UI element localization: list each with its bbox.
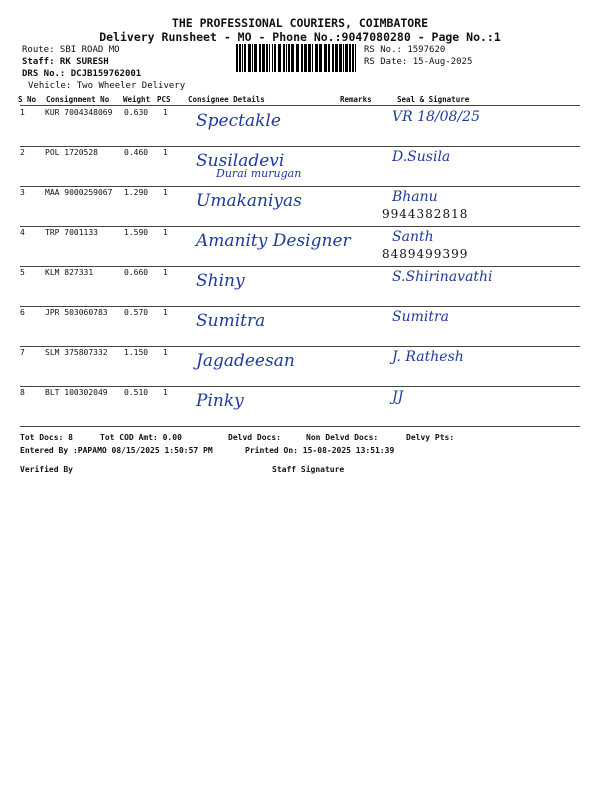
barcode-bar bbox=[254, 44, 257, 72]
barcode-bar bbox=[343, 44, 344, 72]
row-consignee-name-2: Durai murugan bbox=[216, 167, 302, 180]
row-divider bbox=[20, 186, 580, 187]
barcode-bar bbox=[332, 44, 334, 72]
col-pcs: PCS bbox=[157, 95, 171, 104]
barcode-bar bbox=[278, 44, 281, 72]
row-weight: 0.460 bbox=[124, 148, 149, 157]
barcode-bar bbox=[286, 44, 287, 72]
row-divider bbox=[20, 226, 580, 227]
barcode-bar bbox=[288, 44, 290, 72]
row-sno: 5 bbox=[20, 268, 25, 277]
row-divider bbox=[20, 386, 580, 387]
barcode-bar bbox=[242, 44, 243, 72]
staff-text: Staff: RK SURESH bbox=[22, 57, 109, 67]
delivered-docs: Delvd Docs: bbox=[228, 433, 281, 442]
barcode-bar bbox=[236, 44, 238, 72]
row-weight: 0.510 bbox=[124, 388, 149, 397]
barcode-bar bbox=[291, 44, 294, 72]
row-signature: S.Shirinavathi bbox=[392, 269, 493, 285]
row-signature-phone: 8489499399 bbox=[382, 247, 469, 261]
company-name: THE PROFESSIONAL COURIERS, COIMBATORE bbox=[171, 16, 429, 30]
non-delivered-docs: Non Delvd Docs: bbox=[306, 433, 379, 442]
barcode-bar bbox=[319, 44, 322, 72]
row-consignee-name: Jagadeesan bbox=[196, 351, 295, 371]
barcode-bar bbox=[259, 44, 261, 72]
row-divider bbox=[20, 346, 580, 347]
row-weight: 0.570 bbox=[124, 308, 149, 317]
verified-by-label: Verified By bbox=[20, 465, 73, 474]
col-weight: Weight bbox=[123, 95, 151, 104]
barcode-bar bbox=[355, 44, 356, 72]
row-pcs: 1 bbox=[163, 308, 168, 317]
barcode-bar bbox=[339, 44, 342, 72]
row-consignment-no: TRP 7001133 bbox=[45, 228, 98, 237]
barcode-bar bbox=[244, 44, 246, 72]
header-divider bbox=[20, 105, 580, 106]
barcode-bar bbox=[315, 44, 318, 72]
row-weight: 0.630 bbox=[124, 108, 149, 117]
row-consignment-no: MAA 9000259067 bbox=[45, 188, 113, 197]
row-sno: 4 bbox=[20, 228, 25, 237]
barcode-bar bbox=[335, 44, 338, 72]
row-consignment-no: KLM 827331 bbox=[45, 268, 94, 277]
row-signature: VR 18/08/25 bbox=[392, 109, 480, 125]
row-divider bbox=[20, 146, 580, 147]
barcode-image bbox=[236, 44, 360, 72]
row-consignment-no: BLT 100302049 bbox=[45, 388, 108, 397]
barcode-bar bbox=[252, 44, 253, 72]
row-pcs: 1 bbox=[163, 388, 168, 397]
row-signature: Sumitra bbox=[392, 309, 450, 325]
barcode-bar bbox=[296, 44, 299, 72]
col-seal-signature: Seal & Signature bbox=[397, 95, 470, 104]
col-remarks: Remarks bbox=[340, 95, 372, 104]
barcode-bar bbox=[349, 44, 351, 72]
row-signature: D.Susila bbox=[392, 149, 451, 165]
rs-number: RS No.: 1597620 bbox=[364, 45, 446, 55]
barcode-bar bbox=[312, 44, 313, 72]
row-consignee-name: Amanity Designer bbox=[196, 231, 351, 251]
barcode-bar bbox=[345, 44, 348, 72]
row-pcs: 1 bbox=[163, 188, 168, 197]
total-cod-amount: Tot COD Amt: 0.00 bbox=[100, 433, 182, 442]
row-weight: 0.660 bbox=[124, 268, 149, 277]
row-signature: Santh bbox=[392, 229, 434, 245]
row-divider bbox=[20, 266, 580, 267]
barcode-bar bbox=[308, 44, 311, 72]
row-signature: J. Rathesh bbox=[392, 349, 464, 365]
barcode-bar bbox=[272, 44, 273, 72]
col-consignment: Consignment No bbox=[46, 95, 110, 104]
row-signature: JJ bbox=[392, 389, 404, 405]
row-weight: 1.290 bbox=[124, 188, 149, 197]
row-sno: 7 bbox=[20, 348, 25, 357]
col-consignee: Consignee Details bbox=[188, 95, 265, 104]
row-sno: 1 bbox=[20, 108, 25, 117]
row-consignment-no: KUR 7004348069 bbox=[45, 108, 113, 117]
row-pcs: 1 bbox=[163, 108, 168, 117]
col-sno: S No bbox=[18, 95, 37, 104]
route-text: Route: SBI ROAD MO bbox=[22, 45, 120, 55]
barcode-bar bbox=[328, 44, 330, 72]
barcode-bar bbox=[304, 44, 307, 72]
row-consignment-no: POL 1720528 bbox=[45, 148, 98, 157]
row-sno: 2 bbox=[20, 148, 25, 157]
entered-by: Entered By :PAPAMO 08/15/2025 1:50:57 PM bbox=[20, 446, 213, 455]
barcode-bar bbox=[269, 44, 270, 72]
row-consignment-no: SLM 375807332 bbox=[45, 348, 108, 357]
row-signature-phone: 9944382818 bbox=[382, 207, 469, 221]
row-consignee-name: Shiny bbox=[196, 271, 245, 291]
row-pcs: 1 bbox=[163, 228, 168, 237]
runsheet-title: Delivery Runsheet - MO - Phone No.:9047080280 - Page No.:1 bbox=[99, 30, 501, 44]
row-consignee-name: Spectakle bbox=[196, 111, 281, 131]
barcode-bar bbox=[283, 44, 285, 72]
row-pcs: 1 bbox=[163, 348, 168, 357]
row-weight: 1.590 bbox=[124, 228, 149, 237]
barcode-bar bbox=[324, 44, 327, 72]
barcode-bar bbox=[248, 44, 251, 72]
row-weight: 1.150 bbox=[124, 348, 149, 357]
row-consignment-no: JPR 503060783 bbox=[45, 308, 108, 317]
delivery-points: Delvy Pts: bbox=[406, 433, 455, 442]
row-divider bbox=[20, 306, 580, 307]
row-consignee-name: Sumitra bbox=[196, 311, 266, 331]
staff-signature-label: Staff Signature bbox=[272, 465, 345, 474]
row-divider bbox=[20, 426, 580, 427]
row-consignee-name: Susiladevi bbox=[196, 151, 285, 171]
row-sno: 3 bbox=[20, 188, 25, 197]
row-signature: Bhanu bbox=[392, 189, 438, 205]
rs-date: RS Date: 15-Aug-2025 bbox=[364, 57, 473, 67]
printed-on: Printed On: 15-08-2025 13:51:39 bbox=[245, 446, 395, 455]
barcode-bar bbox=[262, 44, 265, 72]
barcode-bar bbox=[352, 44, 354, 72]
vehicle-text: Vehicle: Two Wheeler Delivery bbox=[28, 81, 186, 91]
drs-number: DRS No.: DCJB159762001 bbox=[22, 69, 142, 79]
barcode-bar bbox=[301, 44, 303, 72]
barcode-bar bbox=[266, 44, 268, 72]
barcode-bar bbox=[274, 44, 276, 72]
total-docs: Tot Docs: 8 bbox=[20, 433, 73, 442]
row-pcs: 1 bbox=[163, 268, 168, 277]
row-sno: 6 bbox=[20, 308, 25, 317]
row-consignee-name: Umakaniyas bbox=[196, 191, 302, 211]
row-sno: 8 bbox=[20, 388, 25, 397]
row-consignee-name: Pinky bbox=[196, 391, 244, 411]
barcode-bar bbox=[239, 44, 241, 72]
row-pcs: 1 bbox=[163, 148, 168, 157]
